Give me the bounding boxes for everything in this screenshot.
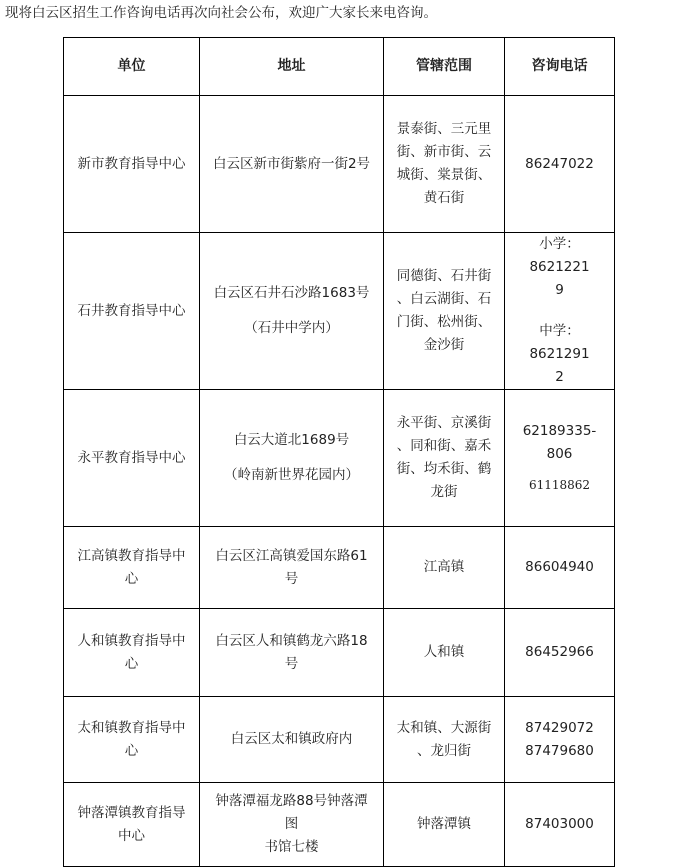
- unit-name-cont: 心: [124, 570, 139, 587]
- unit-cell: [64, 783, 200, 867]
- intro-text: 现将白云区招生工作咨询电话再次向社会公布，欢迎广大家长来电咨询。: [5, 5, 437, 21]
- scope-line: 黄石街: [423, 190, 465, 206]
- address-text: 白云大道北1689号: [233, 432, 350, 448]
- scope-line: 同德街、石井街: [396, 268, 492, 284]
- scope-line: 钟落潭镇: [417, 816, 471, 832]
- phone-cell: [505, 783, 615, 867]
- scope-cell: [384, 96, 505, 233]
- phone-number-cont: 2: [555, 369, 564, 385]
- phone-number: 87403000: [525, 816, 594, 832]
- scope-line: 城街、棠景街、: [396, 167, 492, 183]
- unit-name: 新市教育指导中心: [77, 155, 186, 172]
- header-phone: 咨询电话: [505, 38, 615, 96]
- scope-line: 龙街: [430, 484, 458, 500]
- phone-number: 87479680: [525, 742, 594, 759]
- phone-number: 中学：8621291: [529, 323, 590, 362]
- unit-name: 人和镇教育指导中: [77, 632, 186, 649]
- scope-line: 街、均禾街、鹤: [396, 461, 492, 477]
- phone-cell: [505, 390, 615, 527]
- phone-number: 86452966: [525, 644, 594, 660]
- scope-cell: [384, 783, 505, 867]
- table-row: [64, 233, 615, 390]
- unit-cell: [64, 697, 200, 783]
- table-row: [64, 609, 615, 697]
- phone-number: 87429072: [525, 719, 594, 736]
- address-cell: [200, 233, 384, 390]
- scope-cell: [384, 527, 505, 609]
- phone-cell: [505, 697, 615, 783]
- unit-cell: [64, 390, 200, 527]
- scope-line: 景泰街、三元里: [396, 121, 492, 137]
- header-unit: 单位: [64, 38, 200, 96]
- address-text: 白云区人和镇鹤龙六路18号: [215, 632, 368, 672]
- phone-number: 86604940: [525, 559, 594, 575]
- unit-name-cont: 心: [124, 742, 139, 759]
- contact-table: [63, 37, 615, 867]
- address-text: 白云区新市街紫府一街2号: [212, 155, 371, 172]
- table-row: [64, 96, 615, 233]
- table-row: [64, 390, 615, 527]
- header-address: 地址: [200, 38, 384, 96]
- scope-line: 、龙归街: [417, 742, 471, 759]
- address-text: 白云区江高镇爱国东路61号: [215, 547, 368, 587]
- unit-cell: [64, 96, 200, 233]
- header-scope: 管辖范围: [384, 38, 505, 96]
- scope-line: 永平街、京溪街: [396, 415, 492, 431]
- address-note: （岭南新世界花园内）: [224, 467, 359, 483]
- table-row: [64, 527, 615, 609]
- address-cell: [200, 783, 384, 867]
- scope-cell: [384, 233, 505, 390]
- address-cell: [200, 390, 384, 527]
- phone-number-cont: 9: [555, 282, 564, 298]
- unit-name: 石井教育指导中心: [77, 302, 186, 319]
- phone-cell: [505, 527, 615, 609]
- unit-cell: [64, 609, 200, 697]
- address-note: （石井中学内）: [244, 320, 339, 336]
- scope-line: 江高镇: [423, 559, 465, 575]
- scope-line: 门街、松州街、: [396, 314, 492, 330]
- address-text: 白云区石井石沙路1683号: [213, 285, 370, 301]
- address-cell: [200, 527, 384, 609]
- table-row: [64, 783, 615, 867]
- address-text: 钟落潭福龙路88号钟落潭图: [215, 793, 368, 832]
- unit-name: 太和镇教育指导中: [77, 719, 186, 736]
- scope-line: 、同和街、嘉禾: [396, 438, 492, 454]
- scope-line: 人和镇: [423, 644, 465, 660]
- phone-spacer: [515, 302, 604, 320]
- address-text: 白云区太和镇政府内: [230, 731, 353, 747]
- address-text-cont: 书馆七楼: [264, 839, 319, 855]
- phone-number: 小学：8621221: [529, 236, 590, 275]
- unit-name: 永平教育指导中心: [77, 449, 186, 466]
- table-row: [64, 697, 615, 783]
- phone-number: 62189335-806: [522, 422, 597, 462]
- phone-cell: [505, 233, 615, 390]
- unit-cell: [64, 233, 200, 390]
- scope-cell: [384, 697, 505, 783]
- address-cell: [200, 609, 384, 697]
- scope-line: 、白云湖街、石: [396, 291, 492, 307]
- scope-cell: [384, 609, 505, 697]
- phone-number: 61118862: [528, 477, 591, 492]
- scope-line: 太和镇、大源街: [396, 719, 492, 736]
- scope-cell: [384, 390, 505, 527]
- unit-name: 钟落潭镇教育指导: [77, 804, 186, 821]
- scope-line: 金沙街: [423, 337, 465, 353]
- table-header: [64, 38, 615, 96]
- phone-cell: [505, 609, 615, 697]
- scope-line: 街、新市街、云: [396, 144, 492, 160]
- header-row: [64, 38, 615, 96]
- unit-name-cont: 心: [124, 655, 139, 672]
- unit-cell: [64, 527, 200, 609]
- address-cell: [200, 96, 384, 233]
- phone-cell: [505, 96, 615, 233]
- phone-number: 86247022: [525, 155, 594, 172]
- address-cell: [200, 697, 384, 783]
- unit-name-cont: 中心: [118, 827, 145, 844]
- unit-name: 江高镇教育指导中: [77, 547, 186, 564]
- table-body: [64, 96, 615, 867]
